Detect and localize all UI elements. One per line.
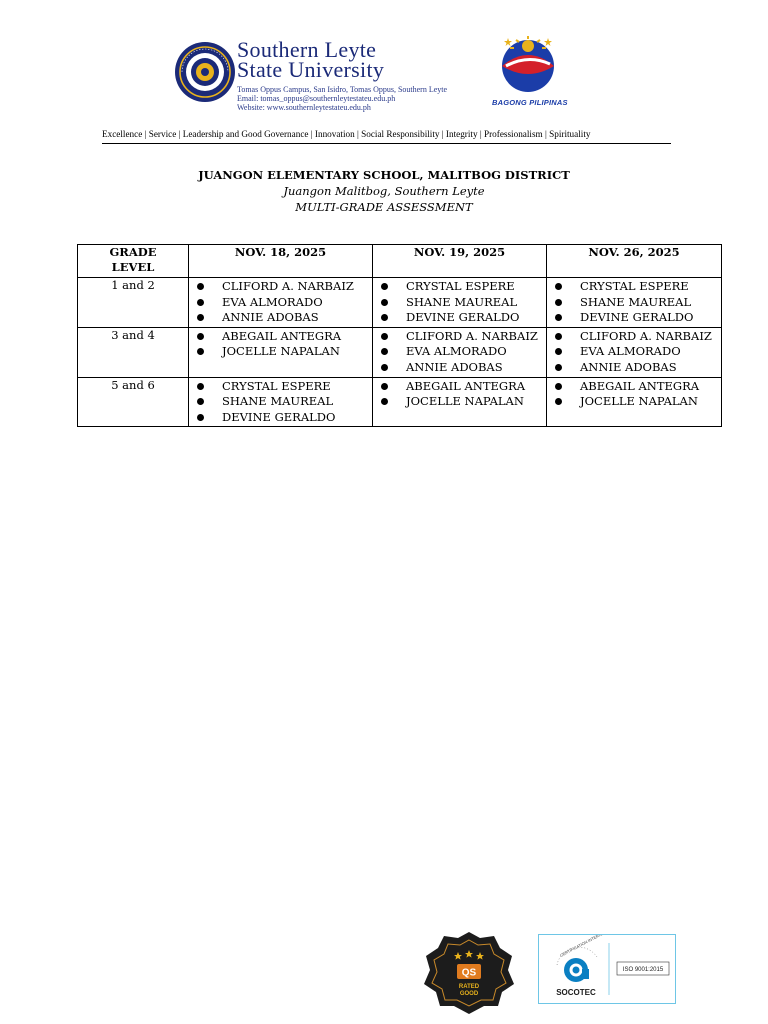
list-item [547, 279, 721, 295]
list-item [189, 295, 372, 311]
header-grade-level: GRADE LEVEL [78, 245, 189, 278]
address-text: Tomas Oppus Campus, San Isidro, Tomas Oppus, Southern Leyte [237, 85, 448, 94]
table-row [78, 278, 722, 328]
socotec-certification-badge [538, 934, 676, 1004]
assessor-name: CLIFORD A. NARBAIZ [406, 328, 538, 343]
names-cell [189, 377, 373, 427]
assessor-name: EVA ALMORADO [222, 294, 323, 309]
header-nov-19: NOV. 19, 2025 [373, 245, 547, 278]
core-values: Excellence | Service | Leadership and Good Governance | Innovation | Social Responsibility | Integrity | Professionalism | Spirituality [102, 129, 591, 139]
university-seal-icon [174, 41, 236, 103]
list-item [373, 360, 546, 376]
assessor-name: ANNIE ADOBAS [222, 310, 319, 325]
bullet-icon [197, 283, 204, 290]
bullet-icon [197, 333, 204, 340]
bullet-icon [197, 348, 204, 355]
assessor-name: DEVINE GERALDO [222, 409, 336, 424]
grade-cell: 1 and 2 [78, 278, 189, 328]
socotec-logo-icon [539, 935, 675, 1003]
bullet-icon [555, 283, 562, 290]
table-row [78, 327, 722, 377]
grade-cell: 3 and 4 [78, 327, 189, 377]
names-cell [547, 278, 722, 328]
bullet-icon [381, 348, 388, 355]
list-item [547, 344, 721, 360]
list-item [189, 394, 372, 410]
list-item [189, 329, 372, 345]
names-cell [547, 327, 722, 377]
assessor-name: SHANE MAUREAL [222, 394, 334, 409]
names-cell [373, 377, 547, 427]
list-item [373, 329, 546, 345]
assessor-name: CLIFORD A. NARBAIZ [222, 279, 354, 293]
header-divider [102, 143, 671, 144]
bullet-icon [381, 299, 388, 306]
list-item [189, 410, 372, 426]
list-item [547, 329, 721, 345]
bullet-icon [555, 398, 562, 405]
qs-good-text: GOOD [459, 991, 479, 997]
socotec-text: SOCOTEC [556, 988, 596, 997]
header-nov-26: NOV. 26, 2025 [547, 245, 722, 278]
assessor-name: EVA ALMORADO [580, 344, 681, 359]
assessor-name: EVA ALMORADO [406, 344, 507, 359]
assessor-name: ABEGAIL ANTEGRA [222, 328, 342, 343]
bullet-icon [381, 314, 388, 321]
bullet-icon [381, 333, 388, 340]
assessor-name: ANNIE ADOBAS [580, 359, 677, 374]
qs-rated-good-badge-icon [420, 930, 518, 1014]
bagong-pilipinas-label: BAGONG PILIPINAS [492, 98, 568, 107]
assessor-name: CRYSTAL ESPERE [222, 378, 331, 393]
list-item [373, 295, 546, 311]
list-item [373, 344, 546, 360]
grade-cell: 5 and 6 [78, 377, 189, 427]
assessor-name: CRYSTAL ESPERE [406, 279, 515, 293]
assessor-name: JOCELLE NAPALAN [222, 344, 340, 359]
assessor-name: JOCELLE NAPALAN [580, 394, 698, 409]
bullet-icon [555, 364, 562, 371]
bullet-icon [197, 398, 204, 405]
bullet-icon [381, 383, 388, 390]
document-title: MULTI-GRADE ASSESSMENT [295, 200, 473, 214]
list-item [189, 310, 372, 326]
list-item [547, 310, 721, 326]
names-cell [189, 278, 373, 328]
names-cell [547, 377, 722, 427]
names-cell [189, 327, 373, 377]
bullet-icon [197, 314, 204, 321]
list-item [547, 379, 721, 395]
bullet-icon [555, 299, 562, 306]
assessor-name: ABEGAIL ANTEGRA [406, 378, 526, 393]
iso-text: ISO 9001:2015 [622, 967, 664, 973]
list-item [547, 394, 721, 410]
list-item [373, 379, 546, 395]
bullet-icon [197, 414, 204, 421]
list-item [547, 360, 721, 376]
email-text: Email: tomas_oppus@southernleytestateu.edu.ph [237, 94, 396, 103]
assessor-name: JOCELLE NAPALAN [406, 394, 524, 409]
bagong-pilipinas-logo-icon [496, 34, 560, 94]
header-nov-18: NOV. 18, 2025 [189, 245, 373, 278]
bullet-icon [555, 348, 562, 355]
university-name: Southern Leyte State University [237, 37, 385, 82]
list-item [189, 279, 372, 295]
bullet-icon [555, 383, 562, 390]
assessor-name: ANNIE ADOBAS [406, 359, 503, 374]
bullet-icon [197, 383, 204, 390]
list-item [373, 310, 546, 326]
letterhead [0, 0, 768, 150]
school-location: Juangon Malitbog, Southern Leyte [283, 184, 485, 198]
assessor-name: CRYSTAL ESPERE [580, 279, 689, 293]
qs-mark-text: QS [461, 967, 477, 979]
bullet-icon [555, 333, 562, 340]
bullet-icon [381, 364, 388, 371]
list-item [547, 295, 721, 311]
assessor-name: DEVINE GERALDO [580, 310, 694, 325]
bullet-icon [381, 398, 388, 405]
names-cell [373, 278, 547, 328]
bullet-icon [381, 283, 388, 290]
assessor-name: SHANE MAUREAL [406, 294, 518, 309]
bullet-icon [197, 299, 204, 306]
assessor-name: CLIFORD A. NARBAIZ [580, 328, 712, 343]
contact-info [237, 85, 447, 112]
table-header-row [78, 245, 722, 278]
assessor-name: ABEGAIL ANTEGRA [580, 378, 700, 393]
list-item [373, 394, 546, 410]
assessment-schedule-table [77, 244, 722, 427]
assessor-name: SHANE MAUREAL [580, 294, 692, 309]
assessor-name: DEVINE GERALDO [406, 310, 520, 325]
names-cell [373, 327, 547, 377]
list-item [189, 379, 372, 395]
school-name: JUANGON ELEMENTARY SCHOOL, MALITBOG DISTRICT [198, 168, 570, 182]
cert-arc-text: CERTIFICATION INTERNATIONAL [559, 935, 618, 958]
list-item [373, 279, 546, 295]
table-row [78, 377, 722, 427]
website-text: Website: www.southernleytestateu.edu.ph [237, 103, 371, 112]
bullet-icon [555, 314, 562, 321]
school-heading [0, 167, 768, 215]
qs-rated-text: RATED [458, 984, 480, 990]
list-item [189, 344, 372, 360]
